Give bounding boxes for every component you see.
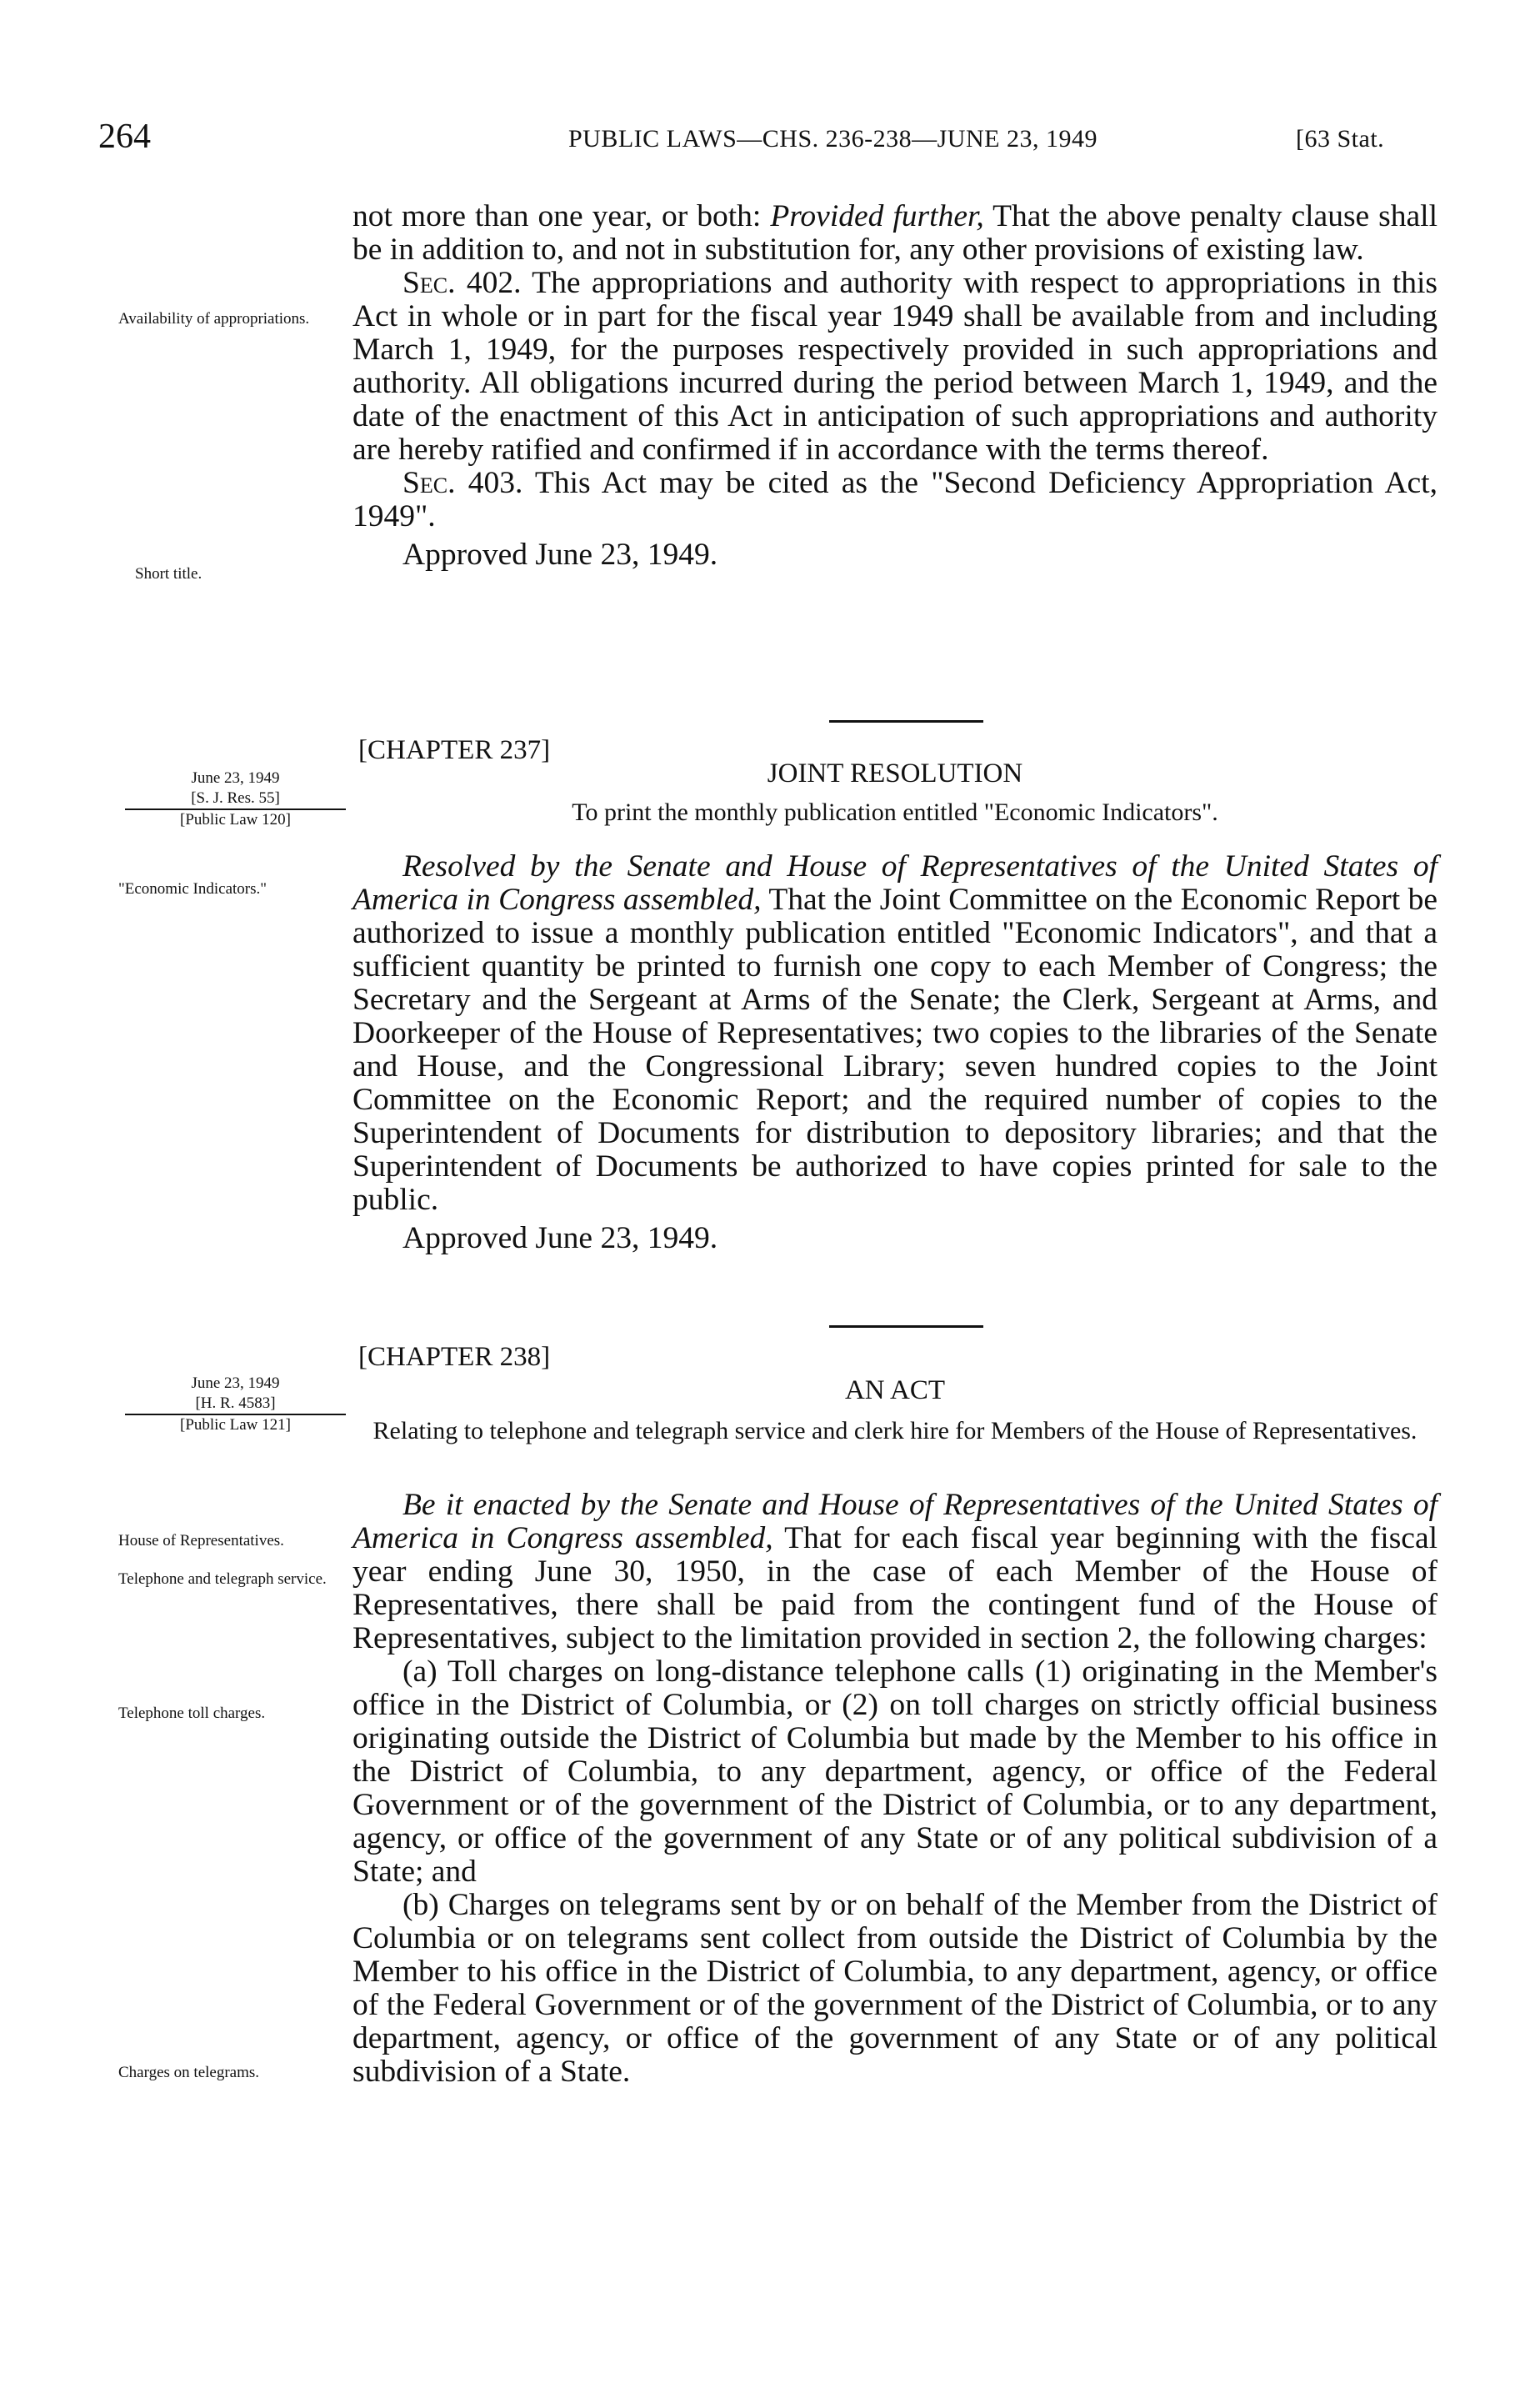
margin-note-telephone-telegraph: Telephone and telegraph service. [118, 1570, 327, 1588]
section-402: Sec. 402. The appropriations and authority with respect to appropriations in this Act in whole or in part for the fiscal year 1949 shall be available from and including March 1, 1949, for the purposes respectively provided in such appropriations and authority. All obligations incurred during the period between March 1, 1949, and the date of the enactment of this Act in anticipation of such appropriations and authority are hereby ratified and confirmed if in accordance with the terms thereof. [352, 266, 1438, 467]
margin-ref-ch237 [125, 768, 346, 830]
sec402-continuation: not more than one year, or both: Provided further, That the above penalty clause shall be in addition to, and not in substitution for, any other provisions of existing law. [352, 199, 1438, 267]
ch238-paragraph-a: (a) Toll charges on long-distance telephone calls (1) originating in the Member's office in the District of Columbia, or (2) on toll charges on strictly official business originating outside the District of Columbia but made by the Member to his office in the District of Columbia, to any department, agency, or office of the Federal Government or of the government of the District of Columbia, or to any department, agency, or office of the government of any State or of any political subdivision of a State; and [352, 1655, 1438, 1889]
ch238-public-law: [Public Law 121] [180, 1416, 291, 1434]
ch237-body [352, 850, 1438, 1255]
ch237-resolution-text: Resolved by the Senate and House of Representatives of the United States of America in Congress assembled, That the Joint Committee on the Economic Report be authorized to issue a monthly publication entitled "Economic Indicators", and that a sufficient quantity be printed to furnish one copy to each Member of Congress; the Secretary and the Sergeant at Arms of the Senate; the Clerk, Sergeant at Arms, and Doorkeeper of the House of Representatives; two copies to the libraries of the Senate and House, and the Congressional Library; seven hundred copies to the Joint Committee on the Economic Report; and the required number of copies to the Superintendent of Documents for distribution to depository libraries; and that the Superintendent of Documents be authorized to have copies printed for sale to the public. [352, 849, 1438, 1217]
ch238-paragraph-b: (b) Charges on telegrams sent by or on behalf of the Member from the District of Columbia or on telegrams sent collect from outside the District of Columbia by the Member to his office in the District of Columbia, to any department, agency, or office of the Federal Government or of the government of the District of Columbia, or to any department, agency, or office of the government of any State or of any political subdivision of a State. [352, 1888, 1438, 2089]
ch237-date: June 23, 1949 [191, 769, 280, 787]
margin-note-short-title: Short title. [135, 565, 202, 583]
margin-note-telegrams: Charges on telegrams. [118, 2064, 260, 2081]
chapter-237-heading: [CHAPTER 237] [358, 735, 551, 765]
chapter-238-heading: [CHAPTER 238] [358, 1342, 551, 1372]
chapter-divider-237 [829, 720, 983, 723]
running-head: PUBLIC LAWS—CHS. 236-238—JUNE 23, 1949 [568, 125, 1098, 153]
approved-ch237: Approved June 23, 1949. [402, 1221, 718, 1255]
statute-reference: [63 Stat. [1296, 125, 1385, 153]
ch237-public-law: [Public Law 120] [180, 811, 291, 829]
margin-note-economic-indicators: "Economic Indicators." [118, 880, 268, 898]
margin-ref-ch238 [125, 1374, 346, 1435]
approved-ch236: Approved June 23, 1949. [402, 538, 718, 572]
margin-note-availability: Availability of appropriations. [118, 310, 310, 328]
section-403: Sec. 403. This Act may be cited as the "Second Deficiency Appropriation Act, 1949". [352, 466, 1438, 533]
chapter-divider-238 [829, 1325, 983, 1328]
ch238-body [352, 1489, 1438, 2089]
ch238-enacting-text: Be it enacted by the Senate and House of Representatives of the United States of America in Congress assembled, That for each fiscal year beginning with the fiscal year ending June 30, 1950, in the case of each Member of the House of Representatives, there shall be paid from the contingent fund of the House of Representatives, subject to the limitation provided in section 2, the following charges: [352, 1488, 1438, 1655]
page-number: 264 [98, 118, 151, 156]
ch238-type: AN ACT [844, 1375, 946, 1405]
ch237-type: JOINT RESOLUTION [767, 758, 1023, 788]
ch237-title: To print the monthly publication entitled "Economic Indicators". [572, 798, 1218, 826]
ch238-bill-number: [H. R. 4583] [195, 1394, 276, 1412]
margin-note-toll-charges: Telephone toll charges. [118, 1705, 266, 1722]
ch237-resolution-number: [S. J. Res. 55] [191, 789, 280, 807]
ch238-date: June 23, 1949 [191, 1374, 280, 1392]
ch238-title: Relating to telephone and telegraph service and clerk hire for Members of the House of Representatives. [372, 1417, 1418, 1444]
section-402-403-block [352, 200, 1438, 572]
margin-note-house-reps: House of Representatives. [118, 1532, 284, 1549]
